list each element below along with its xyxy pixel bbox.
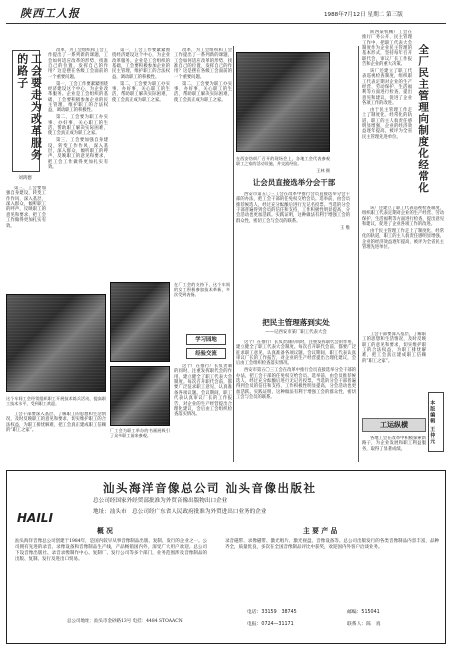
photo-meeting-credit: 王林 摄 [316,168,330,173]
study-corner-tag: 学习园地 [186,334,226,345]
right-paragraph: 由于民主管理工作走上了制度化、经常化的轨道，职工的主人翁责任感明显增强，企业的经济效益逐年提高，被评为全省民主管理先进单位。 [362,228,444,251]
ad-title: 汕头海洋音像总公司 汕头音像出版社 [103,481,317,495]
photo-meeting-caption: 在西安纺织厂召开的现场会上，各地工会代表参观职工之家的活动设施，并交流经验。 [236,156,330,167]
mid-article-body [236,340,356,460]
experience-tag: 经验交流 [186,348,226,359]
photo-exhibition [110,366,170,426]
lower-left-paragraph: 这个厂在推行厂长负责制的同时，注重发挥职代会的作用，建立健全了职工代表大会制度。每次召开职代会前，都要广泛征求职工意见，认真准备各项议题。会议期间，职工代表认真审议厂长的工作报告，对企业的生产经营提出合理化建议，会后由工会组织检查落实情况。 [174,364,232,418]
bottom-right-text [362,436,426,464]
right-paragraph: 由于民主管理工作走上了制度化、经常化的轨道，职工的主人翁责任感明显增强，企业的经济效益逐年提高，被评为全省民主管理先进单位。 [362,108,412,140]
lead-headline-box [12,50,43,172]
right-paragraph: 该厂还建立了职工代表巡视检查制度，组织职工代表定期对企业的生产经营、劳动保护、生活福利等方面进行检查，提出意见和建议，促进了企业各项工作的改进。 [362,206,444,228]
right-lower-paragraph: 工会干部要深入基层，了解职工的思想和生活情况，及时反映职工的意见和要求，切实维护职工的合法权益，为职工排忧解难，把工会真正建成职工信赖的“职工之家”。 [362,332,426,364]
column-divider [358,46,359,462]
right-headline: 全厂民主管理向制度化经常化 [417,44,430,194]
ad-overview-text: 汕头海洋音像总公司创建于1984年，是国内较早从事音像制品出版、复制、发行的企业之一。公司拥有先进的录音、录像设备和音像制品生产线，产品畅销国内外，深受广大用户欢迎。总公司下设音像出版社、录音录像制作中心、复制厂、发行公司等多个部门，业务范围涉及音像制品的出版、复制、发行及进出口贸易。 [15,539,207,563]
center-article-body [236,192,350,312]
lead-paragraph: 第二，工会要为职工办实事、办好事，关心职工的生活，帮助职工解决实际困难，使工会真正成为职工之家。 [48,115,108,137]
right-headline-box [414,42,442,202]
ad-section-overview: 概 况 [97,527,113,535]
lead-paragraph: 第二，工会要为职工办实事、办好事，关心职工的生活，帮助职工解决实际困难，使工会真正成为职工之家。 [174,81,232,103]
right-paragraph: 陕西某机械厂工会在推行厂务公开、民主管理工作中，把职工代表大会制度作为企业民主管理的基本形式，坚持每年召开职代会，审议厂长工作报告和企业的重大决策。 [362,30,412,68]
lead-article-col3 [174,48,232,278]
right-article-body-cont [362,206,444,326]
editor-label: 本版编辑 王仲元 [429,399,436,445]
photo-workshop [110,282,170,362]
editor-box [428,392,444,452]
lead-paragraph: 第一，工会工作要紧紧围绕经济建设这个中心，为企业改革服务。企业是工会组织的基础，工会要积极参加企业的民主管理，维护职工的合法权益，调动职工的积极性。 [48,81,108,114]
ad-line2: 地址：汕头市 总公司经广东省人民政府批准为外贸进出口业务的企业 [93,509,267,515]
lower-left-text [174,364,232,462]
ad-contact-postcode: 邮编：515041 [347,610,380,615]
mid-banner-subtitle: ——记西安市某厂职工代表大会 [265,330,327,335]
lead-article-body-cont [6,186,46,282]
ad-contact-phone: 电话：33159 38745 [247,610,297,615]
lead-paragraph: 第三，工会要加强自身建设，转变工作作风，深入基层，深入群众，倾听职工的呼声，反映职工的意见和要求，把工会工作做得更加扎实有效。 [6,186,46,229]
ad-section-products: 主 要 产 品 [303,527,338,535]
photo-meeting [236,52,330,152]
lower-far-left-text [6,412,106,462]
lead-headline: 工会要走为改革服务的路子 [15,53,43,161]
lead-author: 刘鸿德 [18,176,32,181]
center-article-author: 王 维 [340,225,350,231]
mid-article-text: 西安市第五〇三工会在改革中推行会员直接选举分会干部的办法，把工会干部的任免权交给会员。选举前，由会员推荐候选人，经过充分酝酿后进行无记名投票。当选的分会干部普遍得到会员的信任和支持，工作积极性明显提高，分会活动也更加活跃。实践证明，这种做法有利于增强工会的群众性，密切工会与会员的联系。 [236,368,356,401]
advertisement [6,470,446,644]
bottom-right-paragraph: 各地工会在改革中积极探索新路子，为企业发展和职工利益服务，取得了显著成绩。 [362,436,426,452]
lower-far-left-paragraph: 工会干部要深入基层，了解职工的思想和生活情况，及时反映职工的意见和要求，切实维护职工的合法权益，为职工排忧解难，把工会真正建成职工信赖的“职工之家”。 [6,412,106,434]
center-article-text: 西安市第五〇三工会在改革中推行会员直接选举分会干部的办法，把工会干部的任免权交给会员。选举前，由会员推荐候选人，经过充分酝酿后进行无记名投票。当选的分会干部普遍得到会员的信任和支持，工作积极性明显提高，分会活动也更加活跃。实践证明，这种做法有利于增强工会的群众性，密切工会与会员的联系。 [236,192,350,224]
issue-date: 1988年7月12日 星期二 第三版 [324,12,403,18]
masthead [6,4,446,24]
ad-address: 总公司地址：汕头市金砂路13号 电挂：4484 STOAACN [67,619,183,624]
photo-women-caption: 这个车间工会经常组织职工开展技术练兵活动，提高职工技术水平，受到职工欢迎。 [6,396,106,407]
center-article-title: 让会员直接选举分会干部 [252,178,336,187]
ad-subtitle: 总公司经国家外经贸部批准为外贸音像出版物出口企业 [93,498,228,504]
ad-logo: HAILI [17,511,53,525]
right-paragraph: 该厂还建立了职工代表巡视检查制度，组织职工代表定期对企业的生产经营、劳动保护、生活福利等方面进行检查，提出意见和建议，促进了企业各项工作的改进。 [362,69,412,107]
mid-banner-title: 把民主管理落到实处 [262,318,330,327]
ad-contact-telegram: 电报：0724—31171 [247,622,294,627]
right-lower-text [362,332,426,412]
lead-paragraph: 改革，为工会组织和工会工作提出了一系列新的课题，工会如何适应改革的形势，找准自己的位置，发挥自己的作用？这是摆在各级工会面前的一个重要问题。 [174,48,232,80]
newspaper-logo: 陕西工人报 [20,7,80,20]
lead-paragraph: 第三，工会要加强自身建设，转变工作作风，深入基层，深入群众，倾听职工的呼声，反映职工的意见和要求，把工会工作做得更加扎实有效。 [48,138,108,171]
lead-paragraph: 第一，工会工作要紧紧围绕经济建设这个中心，为企业改革服务。企业是工会组织的基础，工会要积极参加企业的民主管理，维护职工的合法权益，调动职工的积极性。 [112,48,170,80]
lead-paragraph: 改革，为工会组织和工会工作提出了一系列新的课题，工会如何适应改革的形势，找准自己的位置，发挥自己的作用？这是摆在各级工会面前的一个重要问题。 [48,48,108,80]
bottom-right-banner: 工运纵横 [362,418,426,432]
ad-products-text: 录音磁带、录像磁带、激光唱片、激光视盘、音像设备等。总公司出版发行的各类音像制品内容丰富，品种齐全，质量优良，多次在全国音像制品评比中获奖，欢迎国内外客户洽谈业务。 [225,539,439,551]
photo-workshop-caption: 在厂工会的支持下，这个车间的女工积极参加技术革新，多次受到表扬。 [174,282,230,298]
column-divider [233,46,234,462]
photo-exhibition-caption: 厂工会为职工举办的书画展吸引了众多职工前来参观。 [110,428,170,439]
mid-article-text: 这个厂在推行厂长负责制的同时，注重发挥职代会的作用，建立健全了职工代表大会制度。每次召开职代会前，都要广泛征求职工意见，认真准备各项议题。会议期间，职工代表认真审议厂长的工作报告，对企业的生产经营提出合理化建议，会后由工会组织检查落实情况。 [236,340,356,367]
photo-women-workers [6,294,106,392]
lead-paragraph: 第二，工会要为职工办实事、办好事，关心职工的生活，帮助职工解决实际困难，使工会真正成为职工之家。 [112,81,170,103]
ad-contact-person: 联系人：陈 真 [347,622,381,627]
